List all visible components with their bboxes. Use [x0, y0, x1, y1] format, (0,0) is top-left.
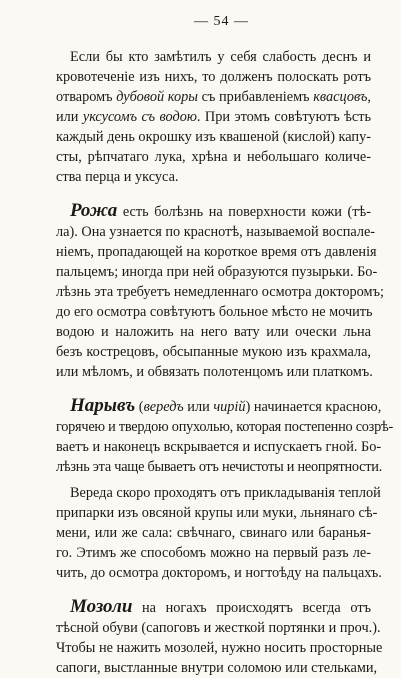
text-line: чить, до осмотра докторомъ, и ногтоѣду на пальцахъ. [56, 565, 382, 581]
italic-term: уксусомъ съ водою [82, 109, 197, 125]
italic-term: квасцовъ [313, 89, 368, 105]
text-line: Чтобы не нажить мозолей, нужно носить просторные [56, 640, 383, 656]
text-run: или [183, 399, 214, 415]
text-line: мени, или же сала: свѣчнаго, свинаго или баранья- [56, 525, 371, 541]
text-line: ла). Она узнается по краснотѣ, называемой воспале- [56, 224, 376, 240]
text-line: лѣзнь эта чаще бываетъ отъ нечистоты и неопрятности. [56, 459, 382, 475]
paragraph-gums [56, 47, 371, 187]
paragraph-abscess [56, 395, 394, 477]
text-line: кровотеченіе изъ нихъ, то долженъ полоскать ротъ [56, 69, 371, 85]
text-line: сты, рѣпчатаго лука, хрѣна и небольшаго количе- [56, 149, 371, 165]
text-line [56, 87, 371, 107]
section-heading: Рожа [70, 200, 118, 221]
text-run: или [56, 109, 83, 125]
text-run: есть болѣзнь на поверхности кожи (тѣ- [117, 204, 371, 220]
paragraph-treatment [56, 483, 382, 583]
text-line: ніемъ, пропадающей на короткое время отъ давленія [56, 244, 377, 260]
text-line: ваетъ и наконецъ вскрывается и испускаетъ гной. Бо- [56, 439, 382, 455]
text-run: , [367, 89, 371, 105]
italic-term: дубовой коры [116, 89, 198, 105]
paragraph-erysipelas [56, 200, 384, 382]
text-line [56, 201, 371, 222]
text-line: сапоги, выстланные внутри соломою или стельками, [56, 660, 378, 676]
text-line: безъ кострецовъ, обсыпанные мукою изъ крахмала, [56, 344, 371, 360]
text-line [56, 107, 371, 127]
section-heading: Нарывъ [70, 395, 136, 416]
text-line: ства перца и уксуса. [56, 169, 179, 185]
text-run: на ногахъ происходятъ всегда отъ [132, 600, 371, 616]
text-line: го. Этимъ же способомъ можно на первый разъ ле- [56, 545, 371, 561]
italic-term: чирій [213, 399, 246, 415]
text-run: . При этомъ совѣтуютъ ѣсть [196, 109, 372, 125]
section-heading: Мозоли [70, 596, 133, 617]
text-line: или мѣломъ, и обвязать полотенцомъ или платкомъ. [56, 364, 373, 380]
text-line: Если бы кто замѣтилъ у себя слабость деснъ и [70, 49, 371, 65]
text-line: тѣсной обуви (сапоговъ и жесткой портянки и проч.). [56, 620, 381, 636]
text-line: припарки изъ овсяной крупы или муки, льнянаго сѣ- [56, 505, 378, 521]
italic-term: вередъ [143, 399, 184, 415]
text-run: отваромъ [56, 89, 117, 105]
text-line: каждый день окрошку изъ квашеной (кислой) капу- [56, 129, 371, 145]
text-run: ) начинается красною, [245, 399, 382, 415]
text-run: ( [135, 399, 144, 415]
text-line: до его осмотра совѣтуютъ больное мѣсто не мочить [56, 304, 373, 320]
text-line: пальцемъ; иногда при ней образуются пузырьки. Бо- [56, 264, 378, 280]
text-line: лѣзнь эта требуетъ немедленнаго осмотра докторомъ; [56, 284, 384, 300]
text-line: Вереда скоро проходятъ отъ прикладыванія теплой [70, 485, 381, 501]
text-line: водою и наложить на него вату или очески льна [56, 324, 371, 340]
page-number: — 54 — [194, 14, 249, 29]
text-line [56, 395, 382, 417]
paragraph-corns [56, 596, 383, 678]
text-line [56, 597, 371, 618]
text-run: съ прибавленіемъ [197, 89, 314, 105]
text-line: горячею и твердою опухолью, которая постепенно созрѣ- [56, 419, 394, 435]
